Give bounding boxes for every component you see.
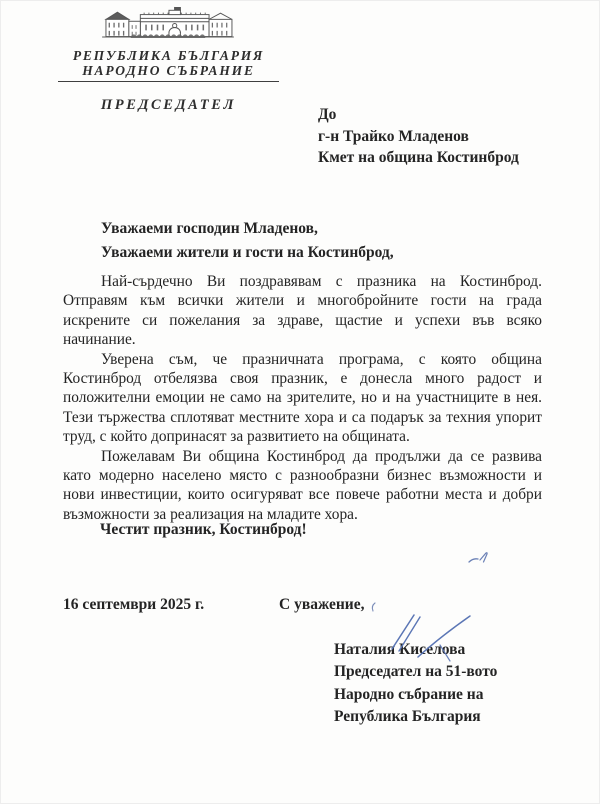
addressee-line: До bbox=[318, 106, 337, 123]
letterhead-institution: НАРОДНО СЪБРАНИЕ bbox=[82, 63, 255, 78]
signer-title-line: Председател на 51-вото bbox=[334, 663, 498, 681]
regards-text: С уважение, bbox=[279, 596, 365, 613]
letter-date: 16 септември 2025 г. bbox=[63, 596, 205, 613]
salutation-block bbox=[101, 217, 394, 264]
pen-tick-mark-icon bbox=[367, 600, 379, 614]
body-paragraph: Уверена съм, че празничната програма, с която община Костинброд отбелязва своя празник, е донесла много радост и положителни емоции не само на зрителите, но и на участниците в нея. Тези тържества сплотяват местните хора и са подарък за техния упорит труд, с който допринасят за развитието на общината. bbox=[63, 350, 542, 446]
salutation-line: Уважаеми жители и гости на Костинброд, bbox=[101, 243, 394, 261]
signer-name: Наталия Киселова bbox=[334, 641, 466, 658]
addressee-block bbox=[318, 104, 519, 169]
letterhead-divider bbox=[58, 81, 279, 82]
letter-body bbox=[63, 272, 542, 524]
signer-title-line: Народно събрание на bbox=[334, 685, 484, 703]
letterhead bbox=[58, 6, 279, 114]
body-paragraph: Най-сърдечно Ви поздравявам с празника на Костинброд. Отправям към всички жители и многобройните гости на града искрените си пожелания за здраве, щастие и успехи във всяко начинание. bbox=[63, 273, 542, 349]
pen-squiggle-mark-icon bbox=[467, 549, 495, 569]
body-paragraph: Пожелавам Ви община Костинброд да продължи да се развива като модерно населено място с разнообразни бизнес възможности и нови инвестиции, които осигуряват все повече работни места и добри възможности за реализация на младите хора. bbox=[63, 447, 542, 523]
signer-title-line: Република България bbox=[334, 707, 481, 725]
letterhead-country: РЕПУБЛИКА БЪЛГАРИЯ bbox=[72, 48, 265, 63]
addressee-line: Кмет на община Костинброд bbox=[318, 149, 519, 166]
signer-block bbox=[334, 639, 497, 728]
letterhead-office-title: ПРЕДСЕДАТЕЛ bbox=[100, 97, 237, 113]
addressee-line: г-н Трайко Младенов bbox=[318, 127, 469, 145]
closing-greeting: Честит празник, Костинброд! bbox=[100, 521, 307, 538]
salutation-line: Уважаеми господин Младенов, bbox=[101, 220, 318, 237]
parliament-building-icon bbox=[96, 6, 240, 48]
